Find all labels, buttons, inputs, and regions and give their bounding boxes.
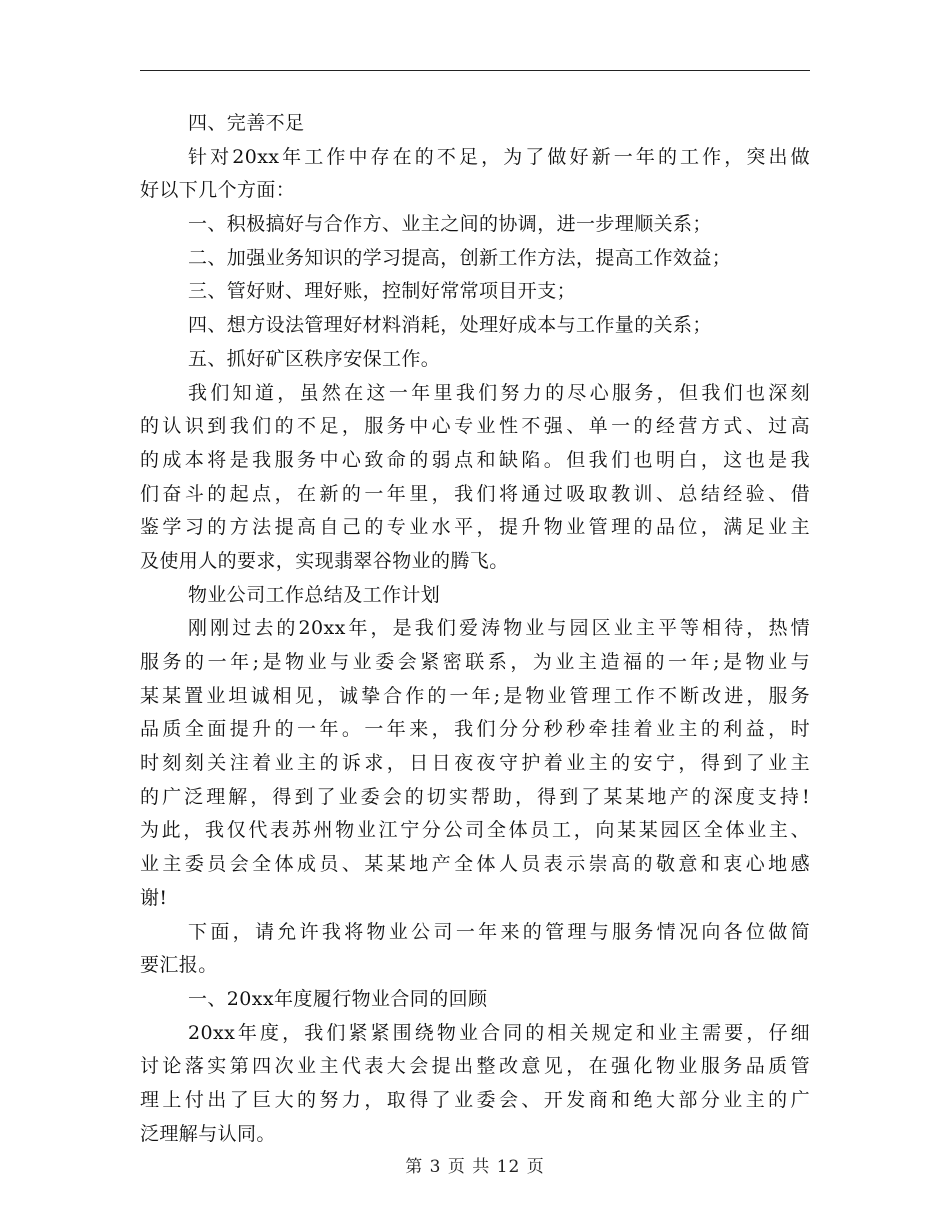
text-line: 服务的一年;是物业与业委会紧密联系，为业主造福的一年;是物业与 [140, 651, 810, 673]
text-line: 品质全面提升的一年。一年来，我们分分秒秒牵挂着业主的利益，时 [140, 718, 810, 741]
text-line: 谢! [140, 886, 168, 909]
text-line: 四、想方设法管理好材料消耗，处理好成本与工作量的关系； [188, 314, 712, 337]
text-line: 讨论落实第四次业主代表大会提出整改意见，在强化物业服务品质管 [140, 1055, 810, 1078]
text-line: 及使用人的要求，实现翡翠谷物业的腾飞。 [140, 549, 509, 572]
text-line: 理上付出了巨大的努力，取得了业委会、开发商和绝大部分业主的广 [140, 1088, 810, 1111]
page-footer [0, 1152, 950, 1177]
text-line: 泛理解与认同。 [140, 1122, 276, 1145]
text-line: 业主委员会全体成员、某某地产全体人员表示崇高的敬意和衷心地感 [140, 853, 810, 876]
text-line: 二、加强业务知识的学习提高，创新工作方法，提高工作效益； [188, 246, 732, 269]
text-line: 们奋斗的起点，在新的一年里，我们将通过吸取教训、总结经验、借 [140, 482, 810, 505]
text-line: 刚刚过去的20xx年，是我们爱涛物业与园区业主平等相待，热情 [188, 617, 810, 640]
text-line: 一、积极搞好与合作方、业主之间的协调，进一步理顺关系； [188, 213, 712, 236]
text-line: 要汇报。 [140, 954, 218, 977]
text-line: 的成本将是我服务中心致命的弱点和缺陷。但我们也明白，这也是我 [140, 448, 810, 471]
text-line: 为此，我仅代表苏州物业江宁分公司全体员工，向某某园区全体业主、 [140, 819, 810, 842]
document-body [140, 107, 810, 1151]
text-line: 我们知道，虽然在这一年里我们努力的尽心服务，但我们也深刻 [188, 381, 810, 404]
text-line: 四、完善不足 [188, 112, 305, 134]
text-line: 三、管好财、理好账，控制好常常项目开支； [188, 280, 577, 303]
text-line: 某某置业坦诚相见，诚挚合作的一年;是物业管理工作不断改进，服务 [140, 684, 810, 707]
page-number-label: 第 3 页 共 12 页 [405, 1157, 545, 1177]
text-line: 一、20xx年度履行物业合同的回顾 [188, 987, 488, 1010]
text-line: 针对20xx年工作中存在的不足，为了做好新一年的工作，突出做 [188, 145, 810, 168]
text-line: 五、抓好矿区秩序安保工作。 [188, 347, 441, 370]
text-line: 好以下几个方面： [140, 179, 296, 202]
text-line: 下面，请允许我将物业公司一年来的管理与服务情况向各位做简 [188, 920, 810, 943]
text-line: 时刻刻关注着业主的诉求，日日夜夜守护着业主的安宁，得到了业主 [140, 752, 810, 775]
text-line: 20xx年度，我们紧紧围绕物业合同的相关规定和业主需要，仔细 [188, 1021, 810, 1044]
header-rule [140, 70, 810, 71]
text-line: 物业公司工作总结及工作计划 [188, 583, 441, 606]
text-line: 的广泛理解，得到了业委会的切实帮助，得到了某某地产的深度支持! [140, 785, 810, 808]
text-line: 鉴学习的方法提高自己的专业水平，提升物业管理的品位，满足业主 [140, 516, 810, 539]
text-line: 的认识到我们的不足，服务中心专业性不强、单一的经营方式、过高 [140, 415, 810, 438]
